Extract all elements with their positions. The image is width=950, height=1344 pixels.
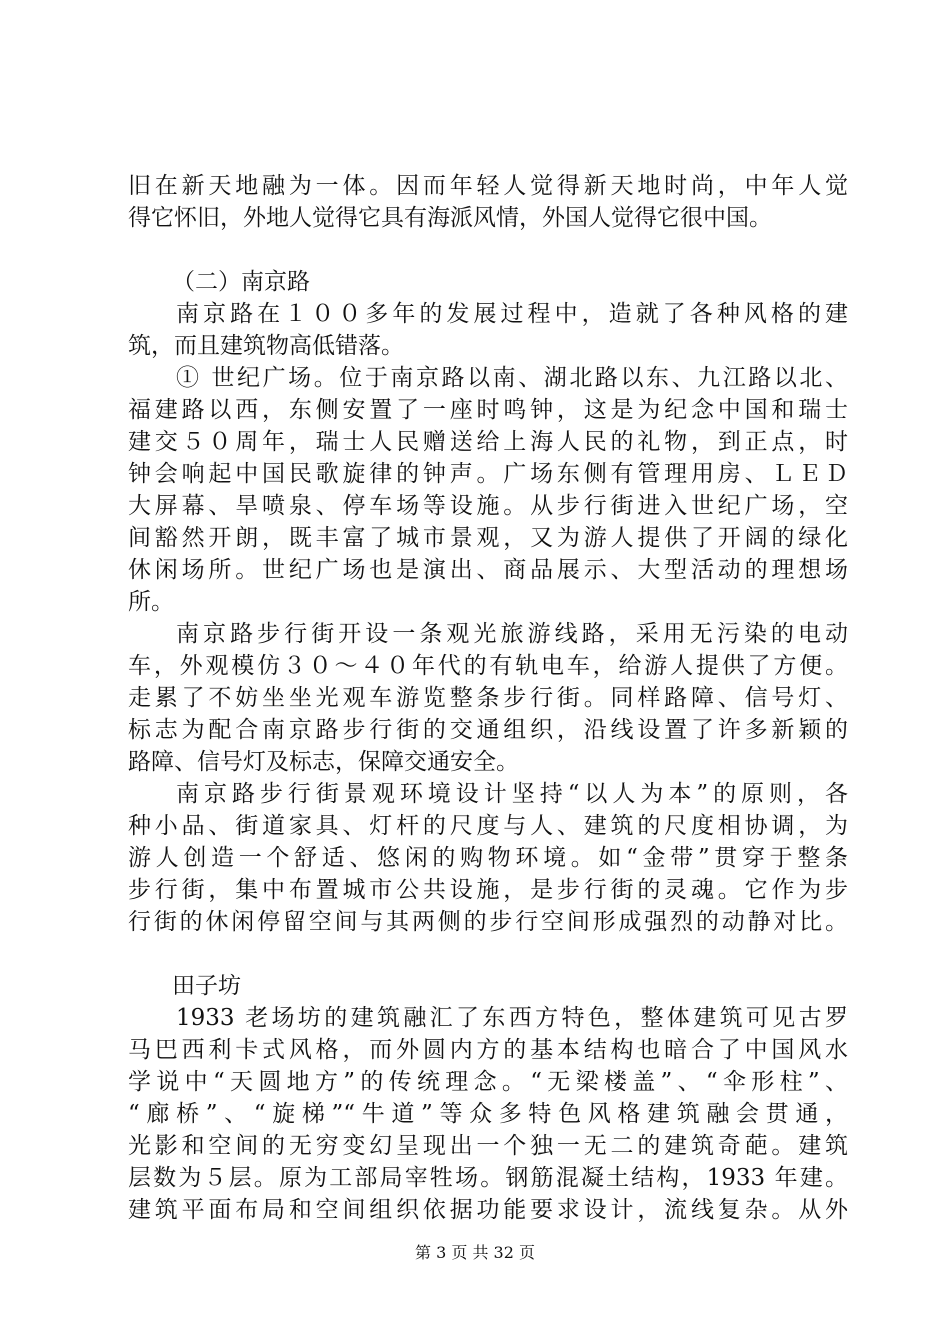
text-line: 休闲场所。世纪广场也是演出、商品展示、大型活动的理想场 — [128, 557, 848, 583]
text-line: 福建路以西，东侧安置了一座时鸣钟，这是为纪念中国和瑞士 — [128, 397, 848, 423]
paragraph-landscape-design — [128, 778, 848, 938]
text-line: 标志为配合南京路步行街的交通组织，沿线设置了许多新颖的 — [128, 717, 848, 743]
text-line: 1933 老场坊的建筑融汇了东西方特色，整体建筑可见古罗 — [176, 1005, 848, 1031]
text-line: ① 世纪广场。位于南京路以南、湖北路以东、九江路以北、 — [176, 365, 848, 391]
paragraph-nanjing-intro — [128, 298, 848, 362]
text-line: 行街的休闲停留空间与其两侧的步行空间形成强烈的动静对比。 — [128, 909, 848, 935]
text-line: 建交５０周年，瑞士人民赠送给上海人民的礼物，到正点，时 — [128, 429, 848, 455]
text-line: 马巴西利卡式风格，而外圆内方的基本结构也暗合了中国风水 — [128, 1037, 848, 1063]
section-heading-nanjing-road: （二）南京路 — [172, 269, 310, 295]
intro-paragraph — [128, 170, 848, 234]
spacer — [128, 938, 848, 970]
text-line: 游人创造一个舒适、悠闲的购物环境。如“金带”贯穿于整条 — [128, 845, 848, 871]
text-line: 筑，而且建筑物高低错落。 — [128, 333, 404, 359]
text-line: 建筑平面布局和空间组织依据功能要求设计，流线复杂。从外 — [128, 1197, 848, 1223]
text-line: 步行街，集中布置城市公共设施，是步行街的灵魂。它作为步 — [128, 877, 848, 903]
document-page — [128, 170, 848, 1223]
text-line: 所。 — [128, 589, 174, 615]
section-heading-tianzifang: 田子坊 — [172, 973, 241, 999]
text-line: 车，外观模仿３０～４０年代的有轨电车，给游人提供了方便。 — [128, 653, 848, 679]
text-line: 种小品、街道家具、灯杆的尺度与人、建筑的尺度相协调，为 — [128, 813, 848, 839]
text-line: 大屏幕、旱喷泉、停车场等设施。从步行街进入世纪广场，空 — [128, 493, 848, 519]
text-line: 南京路步行街开设一条观光旅游线路，采用无污染的电动 — [176, 621, 848, 647]
paragraph-sightseeing-line — [128, 618, 848, 778]
paragraph-century-square — [128, 362, 848, 618]
paragraph-1933-laochangfang — [128, 1002, 848, 1226]
text-line: 光影和空间的无穷变幻呈现出一个独一无二的建筑奇葩。建筑 — [128, 1133, 848, 1159]
text-line: 旧在新天地融为一体。因而年轻人觉得新天地时尚，中年人觉 — [128, 173, 848, 199]
text-line: 路障、信号灯及标志，保障交通安全。 — [128, 749, 519, 775]
text-line: “廊桥”、“旋梯”“牛道”等众多特色风格建筑融会贯通， — [128, 1101, 848, 1127]
text-line: 南京路在１００多年的发展过程中，造就了各种风格的建 — [176, 301, 848, 327]
page-footer: 第 3 页 共 32 页 — [415, 1243, 535, 1262]
spacer — [128, 234, 848, 266]
text-line: 学说中“天圆地方”的传统理念。“无梁楼盖”、“伞形柱”、 — [128, 1069, 848, 1095]
text-line: 间豁然开朗，既丰富了城市景观，又为游人提供了开阔的绿化 — [128, 525, 848, 551]
text-line: 层数为５层。原为工部局宰牲场。钢筋混凝土结构，1933 年建。 — [128, 1165, 848, 1191]
text-line: 南京路步行街景观环境设计坚持“以人为本”的原则，各 — [176, 781, 848, 807]
text-line: 走累了不妨坐坐光观车游览整条步行街。同样路障、信号灯、 — [128, 685, 848, 711]
text-line: 钟会响起中国民歌旋律的钟声。广场东侧有管理用房、ＬＥＤ — [128, 461, 848, 487]
text-line: 得它怀旧，外地人觉得它具有海派风情，外国人觉得它很中国。 — [128, 205, 772, 231]
